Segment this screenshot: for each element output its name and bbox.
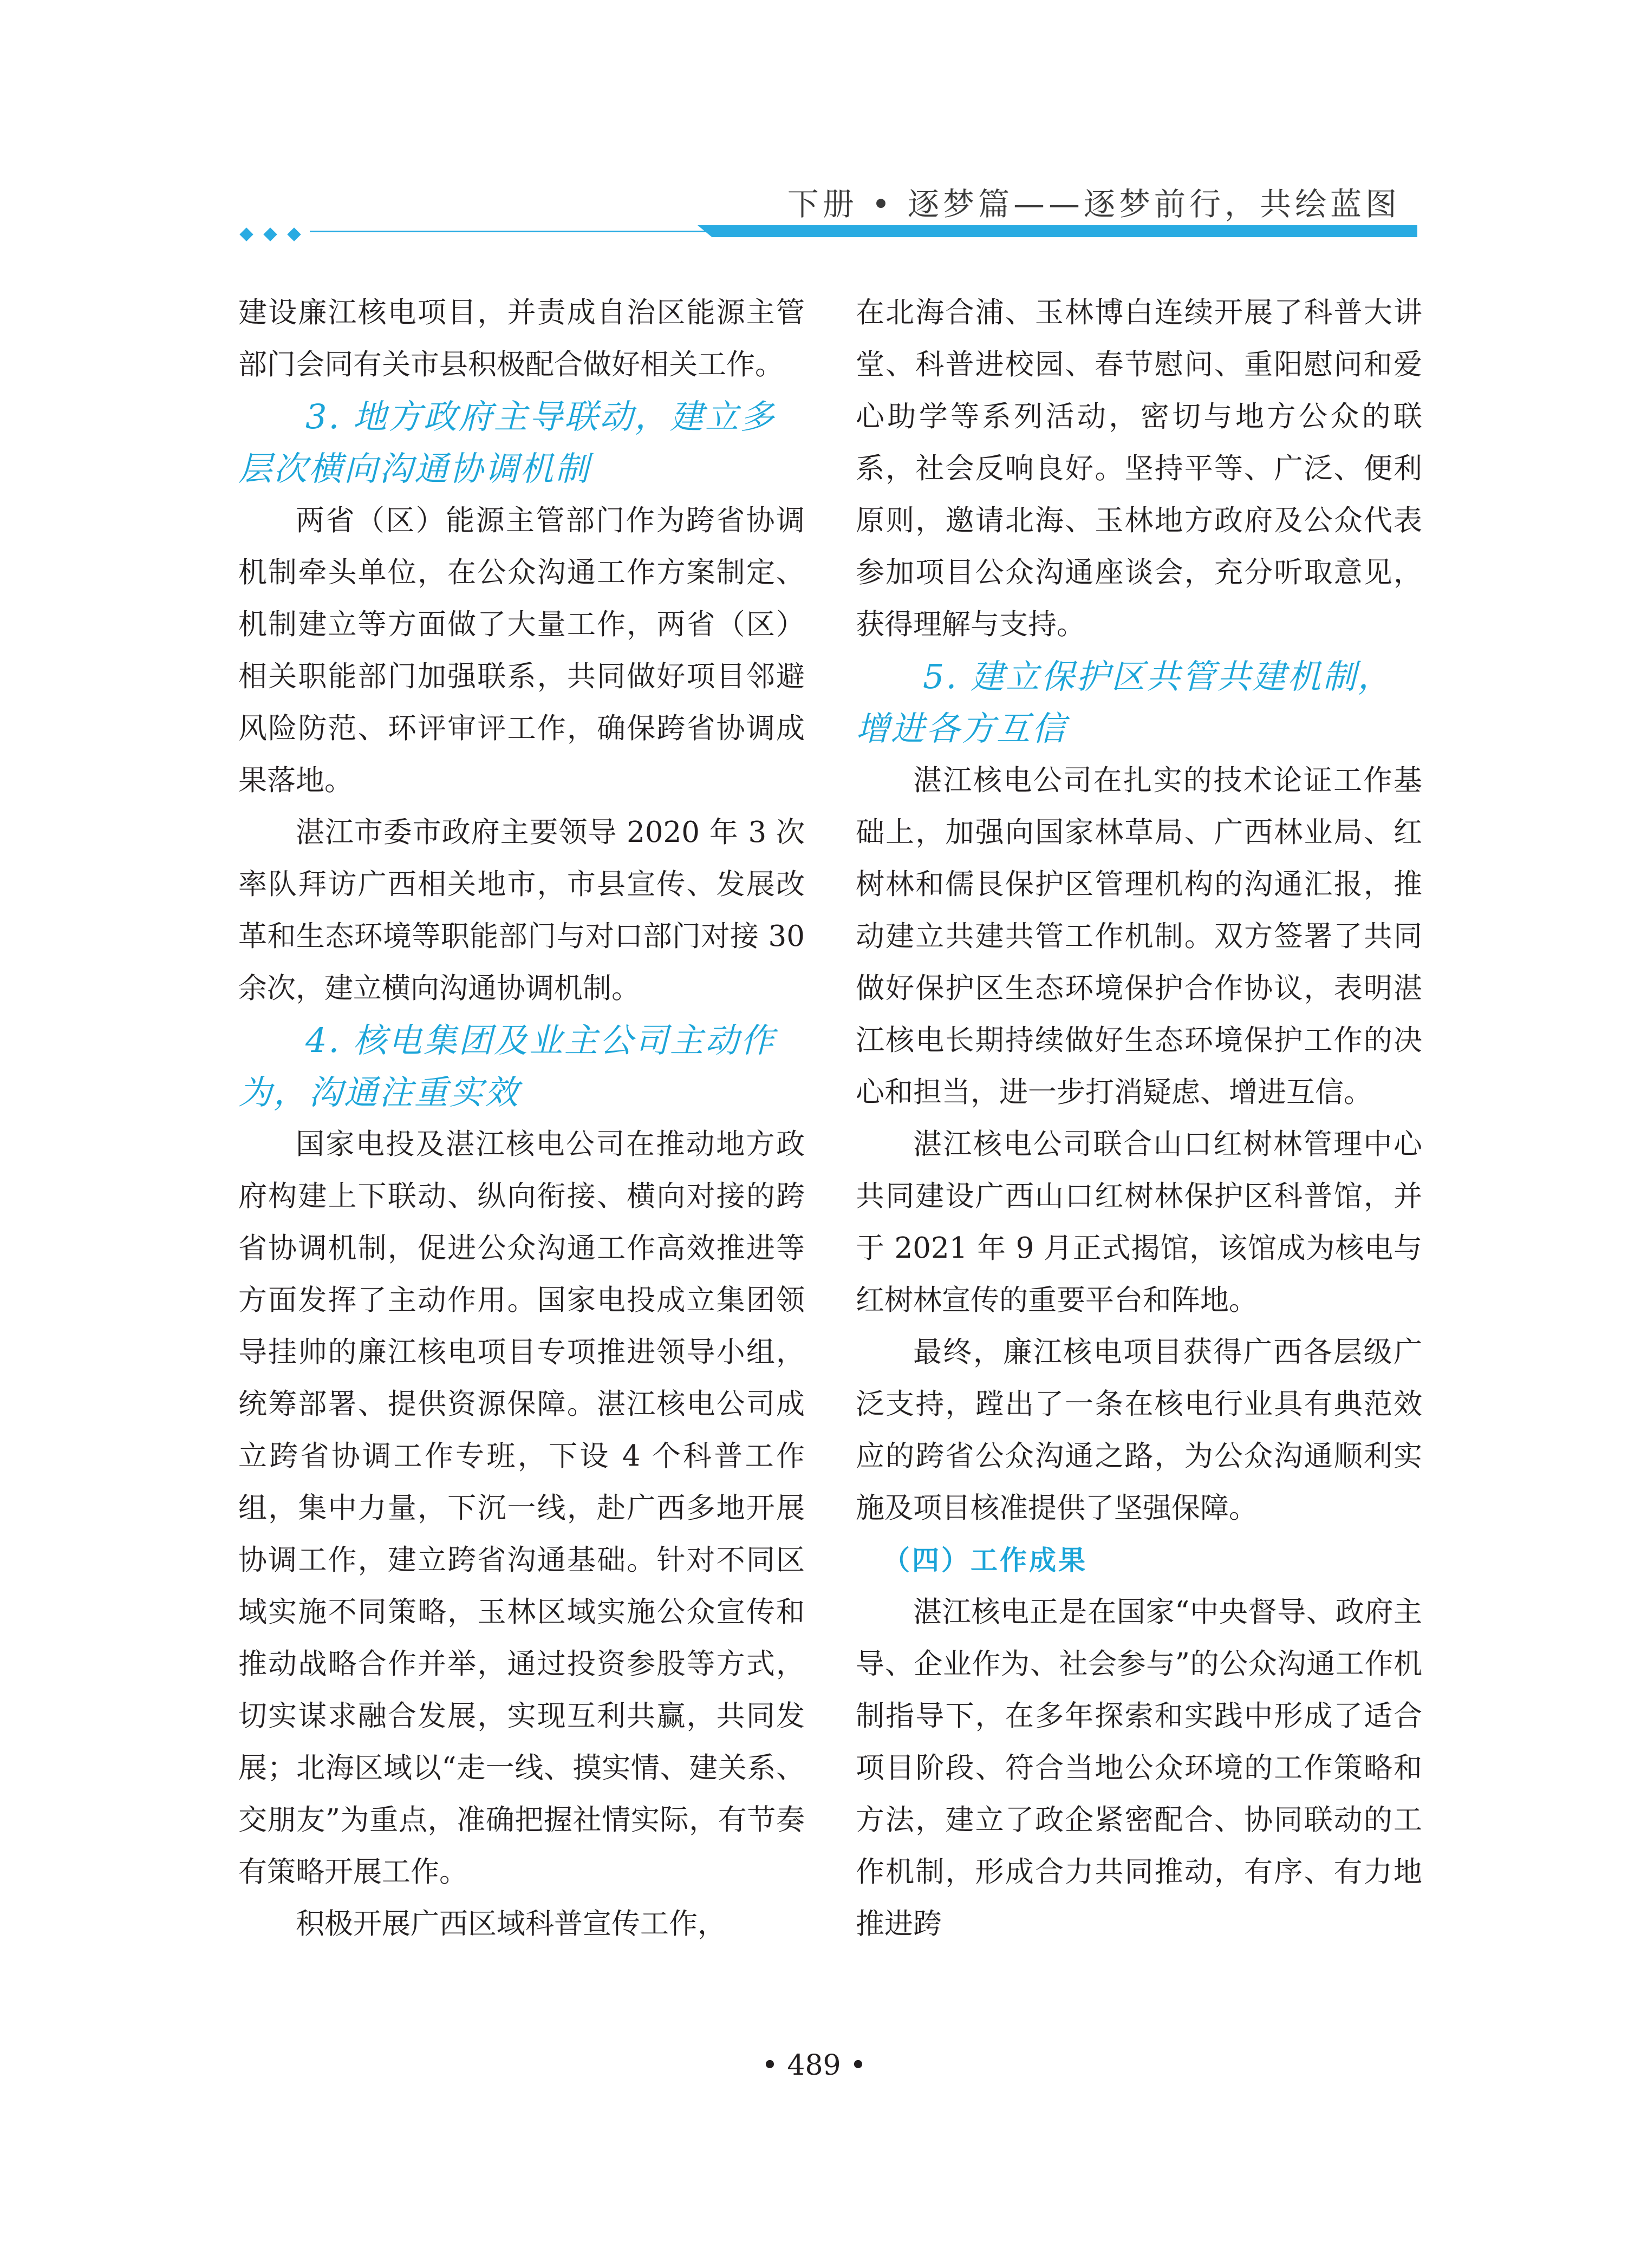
subheading: 3. 地方政府主导联动，建立多层次横向沟通协调机制 — [238, 397, 776, 488]
paragraph: 国家电投及湛江核电公司在推动地方政府构建上下联动、纵向衔接、横向对接的跨省协调机制，促进公众沟通工作高效推进等方面发挥了主动作用。国家电投成立集团领导挂帅的廉江核电项目专项推进领导小组，统筹部署、提供资源保障。湛江核电公司成立跨省协调工作专班，下设 4 个科普工作组，集中力量，下沉一线，赴广西多地开展协调工作，建立跨省沟通基础。针对不同区域实施不同策略，玉林区域实施公众宣传和推动战略合作并举，通过投资参股等方式，切实谋求融合发展，实现互利共赢，共同发展；北海区域以“走一线、摸实情、建关系、交朋友”为重点，准确把握社情实际，有节奏有策略开展工作。 — [238, 1128, 805, 1888]
diamond-icon — [239, 227, 253, 241]
diamond-icon — [287, 227, 301, 241]
paragraph: 两省（区）能源主管部门作为跨省协调机制牵头单位，在公众沟通工作方案制定、机制建立等方面做了大量工作，两省（区）相关职能部门加强联系，共同做好项目邻避风险防范、环评审评工作，确保跨省协调成果落地。 — [238, 504, 805, 797]
paragraph: 湛江核电公司联合山口红树林管理中心共同建设广西山口红树林保护区科普馆，并于 2021 年 9 月正式揭馆，该馆成为核电与红树林宣传的重要平台和阵地。 — [856, 1128, 1422, 1317]
diamond-icon — [263, 227, 277, 241]
paragraph: 在北海合浦、玉林博白连续开展了科普大讲堂、科普进校园、春节慰问、重阳慰问和爱心助学等系列活动，密切与地方公众的联系，社会反响良好。坚持平等、广泛、便利原则，邀请北海、玉林地方政府及公众代表参加项目公众沟通座谈会，充分听取意见，获得理解与支持。 — [856, 296, 1422, 641]
page-number: • 489 • — [761, 2049, 867, 2082]
subheading: 4. 核电集团及业主公司主动作为，沟通注重实效 — [238, 1021, 776, 1112]
right-column — [856, 287, 1422, 1950]
left-column — [238, 287, 805, 1950]
paragraph: 建设廉江核电项目，并责成自治区能源主管部门会同有关市县积极配合做好相关工作。 — [238, 296, 805, 381]
running-header-title: 下册 • 逐梦篇——逐梦前行，共绘蓝图 — [787, 186, 1401, 223]
subheading: 5. 建立保护区共管共建机制，增进各方互信 — [856, 657, 1393, 748]
paragraph: 湛江核电公司在扎实的技术论证工作基础上，加强向国家林草局、广西林业局、红树林和儒艮保护区管理机构的沟通汇报，推动建立共建共管工作机制。双方签署了共同做好保护区生态环境保护合作协议，表明湛江核电长期持续做好生态环境保护工作的决心和担当，进一步打消疑虑、增进互信。 — [856, 764, 1422, 1109]
paragraph: 积极开展广西区域科普宣传工作， — [296, 1907, 726, 1940]
paragraph: 湛江核电正是在国家“中央督导、政府主导、企业作为、社会参与”的公众沟通工作机制指导下，在多年探索和实践中形成了适合项目阶段、符合当地公众环境的工作策略和方法，建立了政企紧密配合、协同联动的工作机制，形成合力共同推动，有序、有力地推进跨 — [856, 1596, 1422, 1940]
section-heading: （四）工作成果 — [883, 1545, 1087, 1576]
paragraph: 最终，廉江核电项目获得广西各层级广泛支持，蹚出了一条在核电行业具有典范效应的跨省公众沟通之路，为公众沟通顺利实施及项目核准提供了坚强保障。 — [856, 1336, 1422, 1525]
paragraph: 湛江市委市政府主要领导 2020 年 3 次率队拜访广西相关地市，市县宣传、发展改革和生态环境等职能部门与对口部门对接 30 余次，建立横向沟通协调机制。 — [238, 816, 805, 1005]
header-accent-bar — [698, 225, 1417, 237]
